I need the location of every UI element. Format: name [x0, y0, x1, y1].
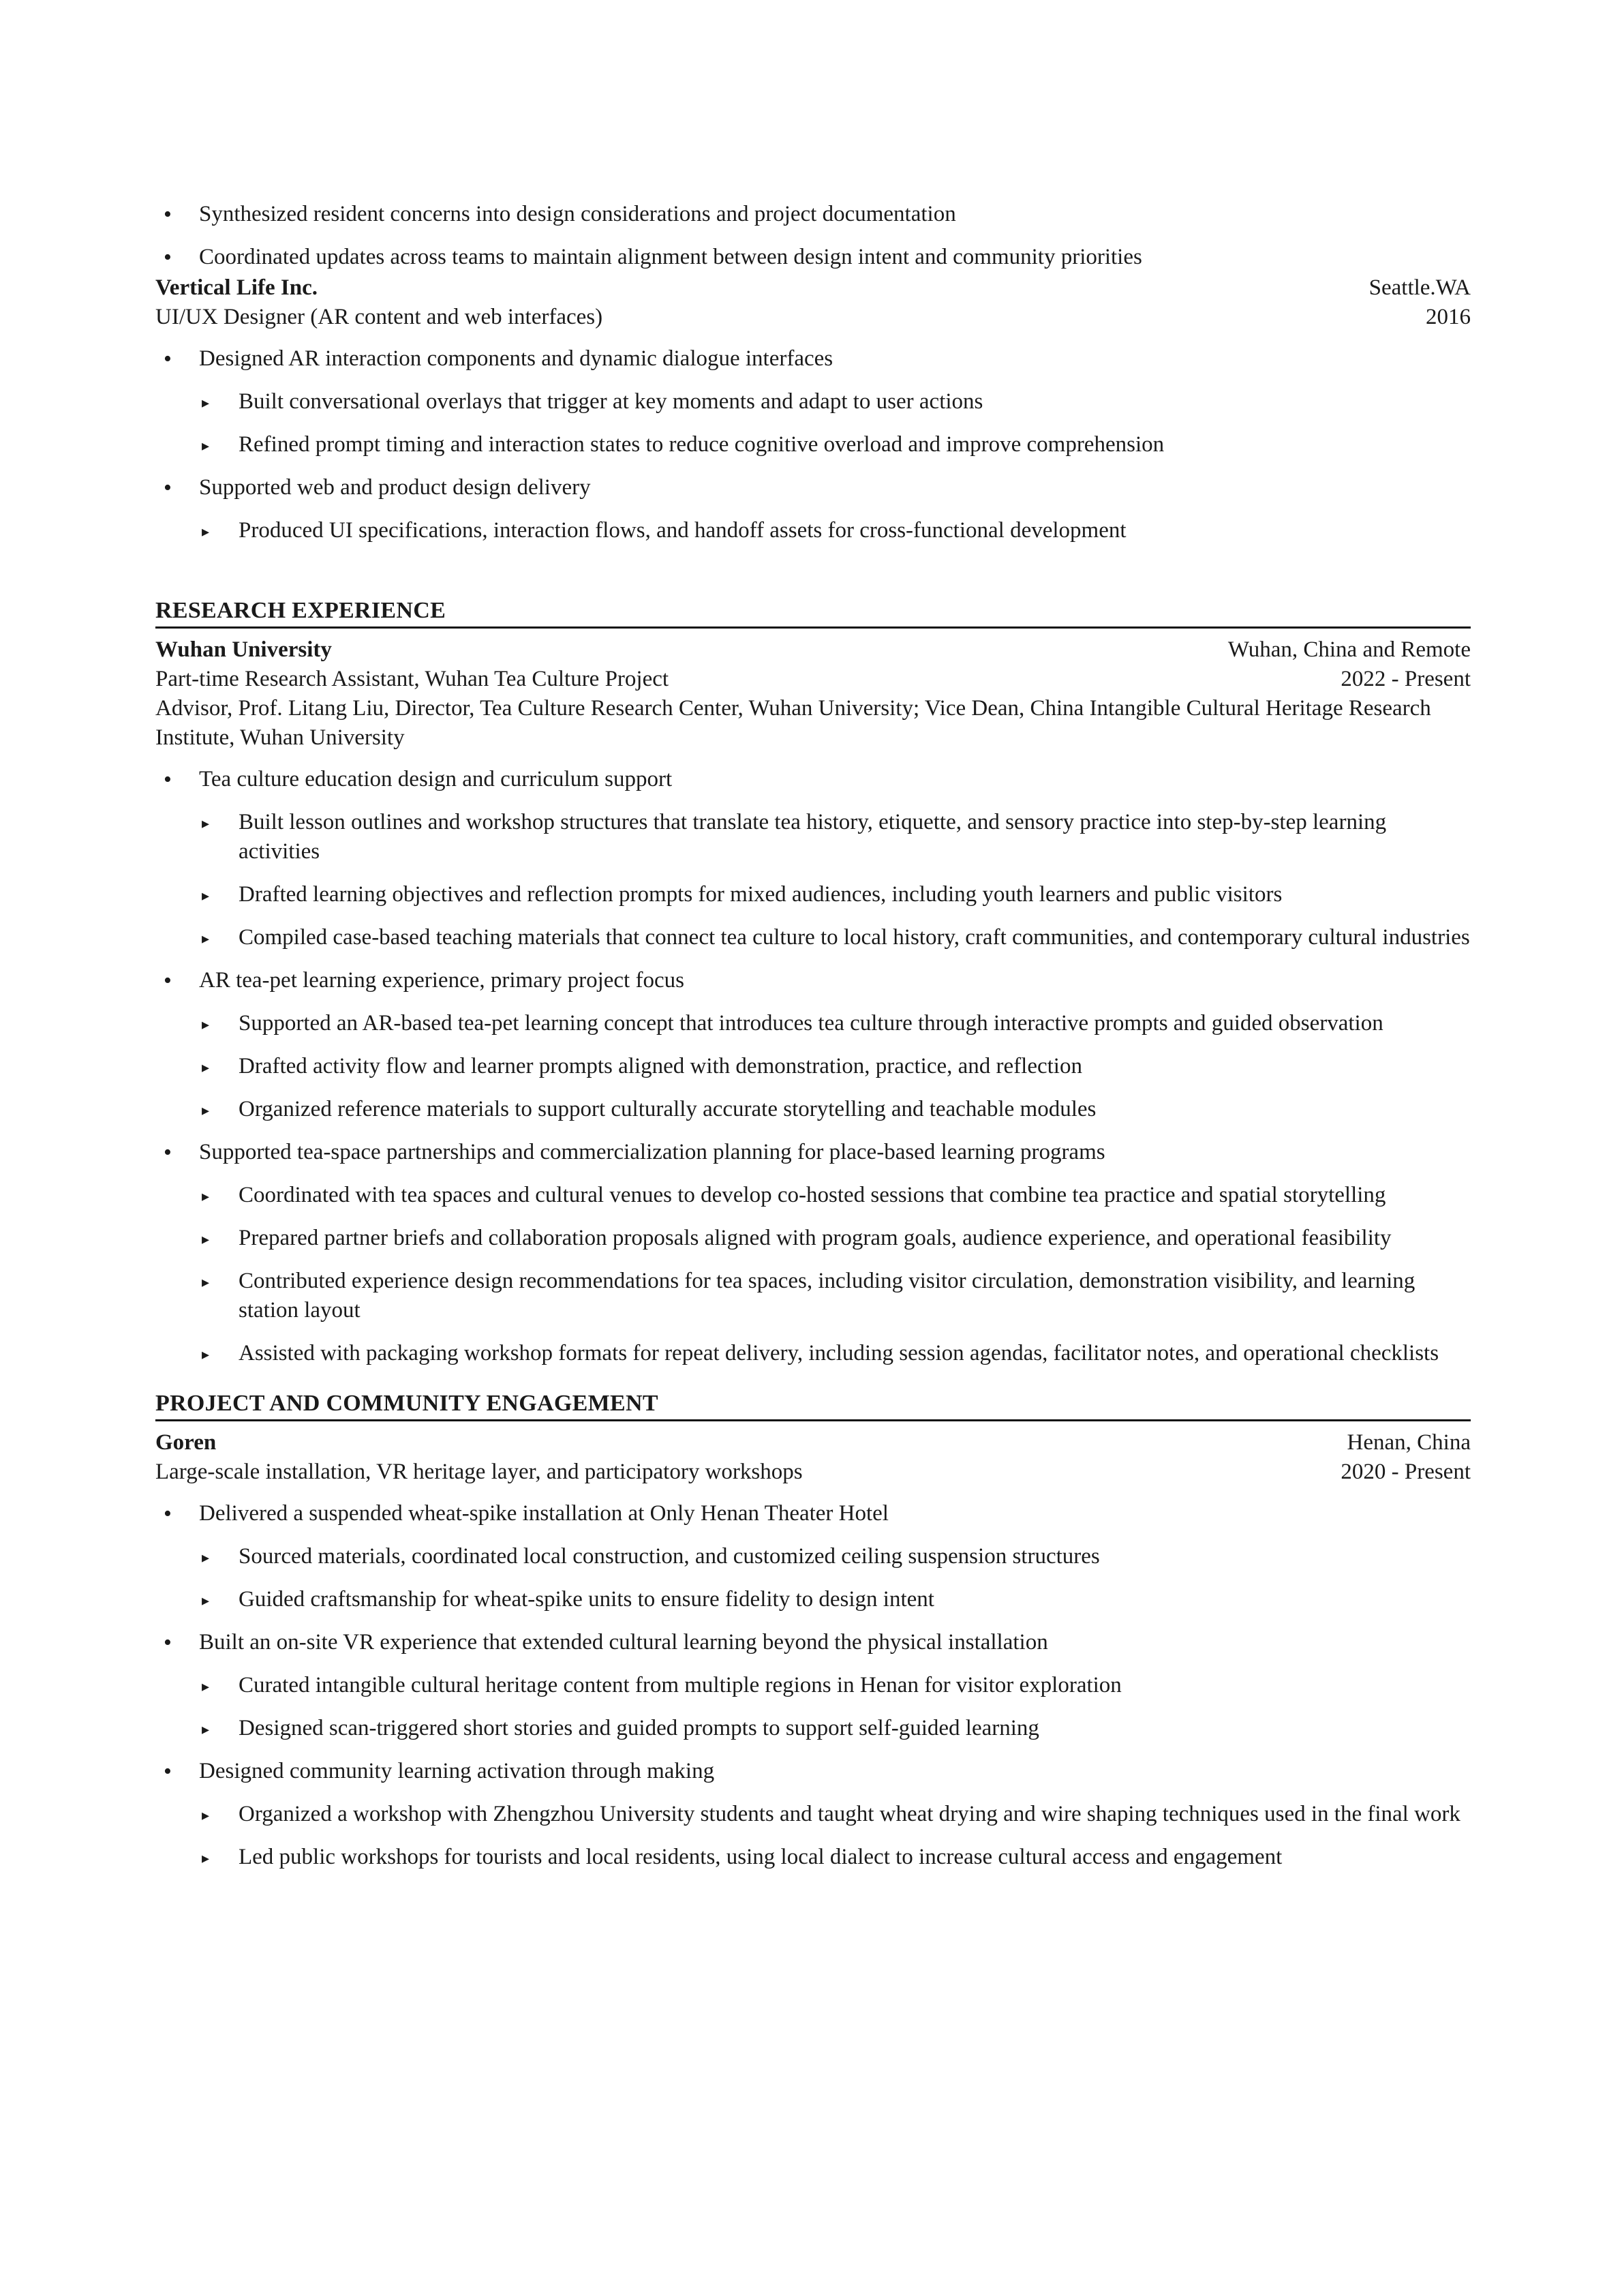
entry-date: 2022 - Present — [1341, 667, 1471, 691]
bullet-item: • Delivered a suspended wheat-spike installation at Only Henan Theater Hotel — [155, 1499, 1471, 1528]
bullet-item: • Tea culture education design and curriculum support — [155, 765, 1471, 794]
sub-bullet-item: ▸ Sourced materials, coordinated local construction, and customized ceiling suspension structures — [155, 1542, 1471, 1571]
entry-date: 2020 - Present — [1341, 1460, 1471, 1484]
entry-subheader — [155, 665, 1471, 694]
sub-bullet-item: ▸ Built lesson outlines and workshop structures that translate tea history, etiquette, and sensory practice into step-by-step learning activities — [155, 808, 1471, 866]
role-title: Large-scale installation, VR heritage layer, and participatory workshops — [155, 1460, 803, 1484]
section-heading-research: RESEARCH EXPERIENCE — [155, 596, 1471, 629]
sub-bullet-item: ▸ Compiled case-based teaching materials that connect tea culture to local history, craft communities, and contemporary cultural industries — [155, 923, 1471, 952]
bullet-item: • AR tea-pet learning experience, primary project focus — [155, 966, 1471, 995]
sub-bullet-item: ▸ Curated intangible cultural heritage content from multiple regions in Henan for visitor exploration — [155, 1671, 1471, 1700]
bullet-item: • Supported tea-space partnerships and commercialization planning for place-based learning programs — [155, 1138, 1471, 1167]
sub-bullet-item: ▸ Supported an AR-based tea-pet learning concept that introduces tea culture through interactive prompts and guided observation — [155, 1009, 1471, 1038]
sub-bullet-item: ▸ Assisted with packaging workshop formats for repeat delivery, including session agendas, facilitator notes, and operational checklists — [155, 1339, 1471, 1368]
sub-bullet-item: ▸ Designed scan-triggered short stories and guided prompts to support self-guided learning — [155, 1714, 1471, 1743]
resume-content — [155, 200, 1471, 1886]
role-title: UI/UX Designer (AR content and web interfaces) — [155, 305, 603, 329]
entry-location: Henan, China — [1347, 1430, 1471, 1455]
entry-location: Wuhan, China and Remote — [1227, 637, 1471, 662]
entry-header — [155, 1428, 1471, 1457]
section-heading-project: PROJECT AND COMMUNITY ENGAGEMENT — [155, 1389, 1471, 1421]
organization-name: Goren — [155, 1430, 217, 1455]
sub-bullet-item: ▸ Coordinated with tea spaces and cultural venues to develop co-hosted sessions that combine tea practice and spatial storytelling — [155, 1181, 1471, 1210]
sub-bullet-item: ▸ Guided craftsmanship for wheat-spike units to ensure fidelity to design intent — [155, 1585, 1471, 1614]
sub-bullet-item: ▸ Organized reference materials to support culturally accurate storytelling and teachable modules — [155, 1095, 1471, 1124]
bullet-item: • Designed AR interaction components and dynamic dialogue interfaces — [155, 344, 1471, 374]
role-title: Part-time Research Assistant, Wuhan Tea Culture Project — [155, 667, 669, 691]
sub-bullet-item: ▸ Prepared partner briefs and collaboration proposals aligned with program goals, audience experience, and operational feasibility — [155, 1224, 1471, 1253]
sub-bullet-item: ▸ Refined prompt timing and interaction states to reduce cognitive overload and improve comprehension — [155, 430, 1471, 459]
sub-bullet-item: ▸ Drafted learning objectives and reflection prompts for mixed audiences, including youth learners and public visitors — [155, 880, 1471, 909]
entry-subheader — [155, 303, 1471, 332]
sub-bullet-item: ▸ Produced UI specifications, interaction flows, and handoff assets for cross-functional development — [155, 516, 1471, 545]
sub-bullet-item: ▸ Led public workshops for tourists and local residents, using local dialect to increase cultural access and engagement — [155, 1843, 1471, 1872]
sub-bullet-item: ▸ Built conversational overlays that trigger at key moments and adapt to user actions — [155, 387, 1471, 417]
bullet-item: • Synthesized resident concerns into design considerations and project documentation — [155, 200, 1471, 229]
sub-bullet-item: ▸ Contributed experience design recommendations for tea spaces, including visitor circulation, demonstration visibility, and learning station layout — [155, 1267, 1471, 1325]
sub-bullet-item: ▸ Drafted activity flow and learner prompts aligned with demonstration, practice, and reflection — [155, 1052, 1471, 1081]
entry-subheader — [155, 1457, 1471, 1487]
bullet-item: • Designed community learning activation through making — [155, 1757, 1471, 1786]
organization-name: Vertical Life Inc. — [155, 275, 318, 300]
organization-name: Wuhan University — [155, 637, 332, 662]
entry-header — [155, 273, 1471, 303]
entry-date: 2016 — [1426, 305, 1471, 329]
bullet-item: • Built an on-site VR experience that extended cultural learning beyond the physical installation — [155, 1628, 1471, 1657]
advisor-note: Advisor, Prof. Litang Liu, Director, Tea Culture Research Center, Wuhan University; Vice Dean, China Intangible Cultural Heritage Research Institute, Wuhan University — [155, 696, 1431, 750]
sub-bullet-item: ▸ Organized a workshop with Zhengzhou University students and taught wheat drying and wire shaping techniques used in the final work — [155, 1800, 1471, 1829]
bullet-item: • Coordinated updates across teams to maintain alignment between design intent and community priorities — [155, 243, 1471, 272]
entry-location: Seattle.WA — [1368, 275, 1471, 300]
entry-header — [155, 635, 1471, 665]
bullet-item: • Supported web and product design delivery — [155, 473, 1471, 502]
